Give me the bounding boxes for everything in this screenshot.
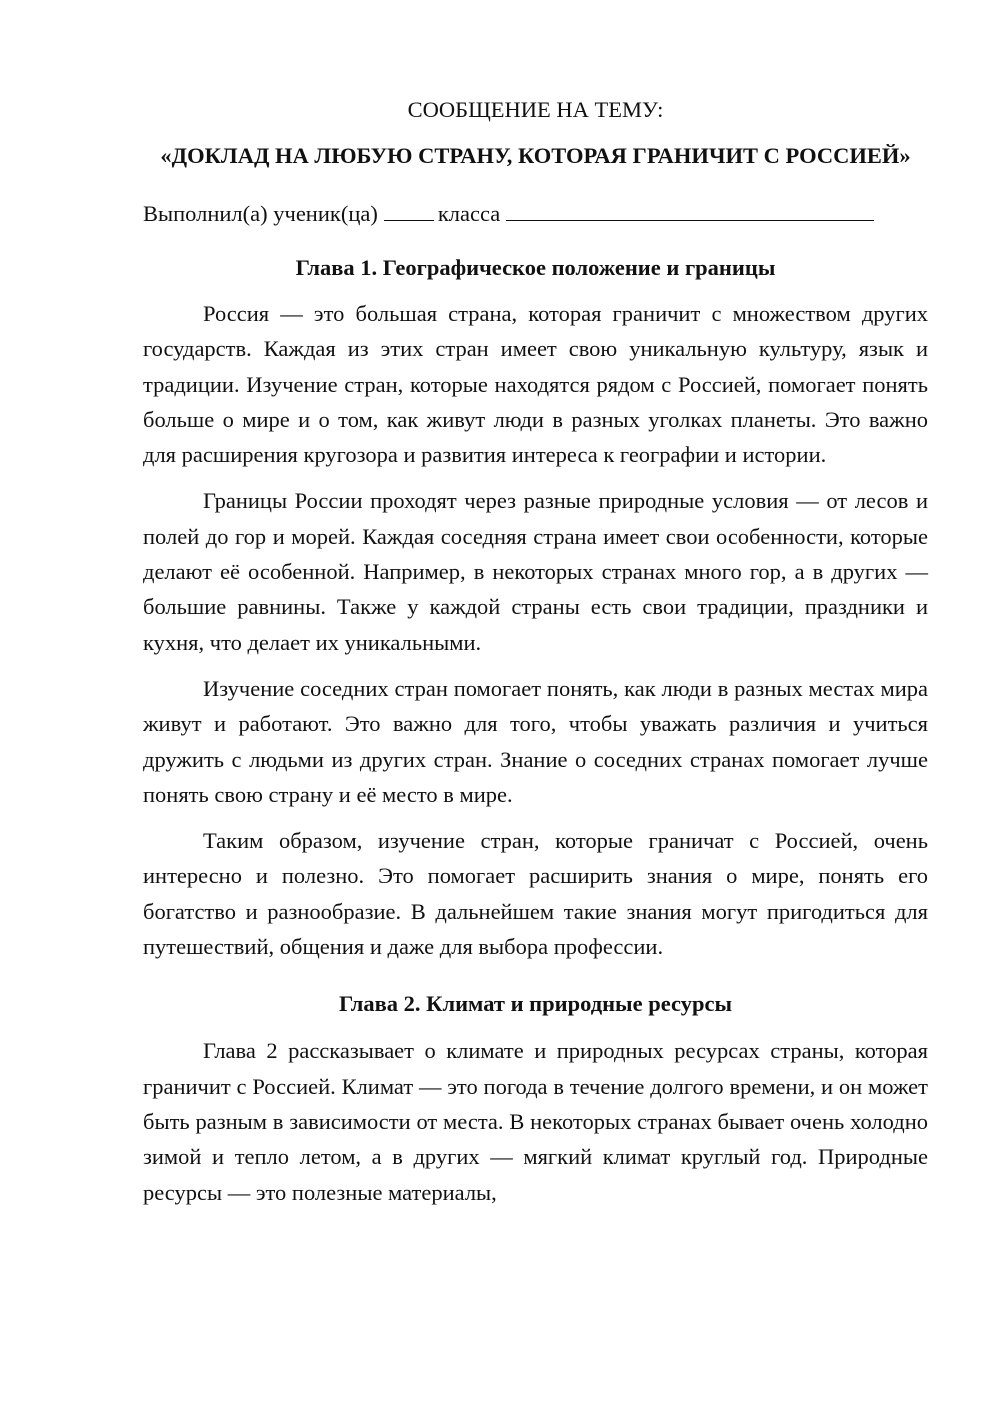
chapter-2-paragraph-1: Глава 2 рассказывает о климате и природных ресурсах страны, которая граничит с Россией. Климат — это погода в течение долгого времени, и он может быть разным в зависимости от места. В некоторых странах бывает очень холодно зимой и тепло летом, а в других — мягкий климат круглый год. Природные ресурсы — это полезные материалы, [143, 1038, 928, 1205]
name-blank-field [506, 200, 874, 221]
author-prefix: Выполнил(а) ученик(ца) [143, 201, 378, 226]
chapter-1-heading: Глава 1. Географическое положение и границы [295, 255, 776, 280]
chapter-1-paragraph-4: Таким образом, изучение стран, которые граничат с Россией, очень интересно и полезно. Это помогает расширить знания о мире, понять его богатство и разнообразие. В дальнейшем такие знания могут пригодиться для путешествий, общения и даже для выбора профессии. [143, 828, 928, 960]
chapter-1-paragraph-2: Границы России проходят через разные природные условия — от лесов и полей до гор и морей. Каждая соседняя страна имеет свои особенности, которые делают её особенной. Например, в некоторых странах много гор, а в других — большие равнины. Также у каждой страны есть свои традиции, праздники и кухня, что делает их уникальными. [143, 488, 928, 655]
chapter-2-heading: Глава 2. Климат и природные ресурсы [338, 991, 733, 1017]
author-line [143, 196, 928, 231]
class-blank-field [384, 200, 434, 221]
author-middle: класса [437, 201, 501, 226]
document-page [143, 92, 928, 1221]
document-title-top: СООБЩЕНИЕ НА ТЕМУ: [407, 97, 664, 122]
chapter-1-paragraph-1: Россия — это большая страна, которая граничит с множеством других государств. Каждая из этих стран имеет свою уникальную культуру, язык и традиции. Изучение стран, которые находятся рядом с Россией, помогает понять больше о мире и о том, как живут люди в разных уголках планеты. Это важно для расширения кругозора и развития интереса к географии и истории. [143, 301, 928, 468]
chapter-1-paragraph-3: Изучение соседних стран помогает понять, как люди в разных местах мира живут и работают. Это важно для того, чтобы уважать различия и учиться дружить с людьми из других стран. Знание о соседних странах помогает лучше понять свою страну и её место в мире. [143, 675, 928, 807]
document-title-main: «ДОКЛАД НА ЛЮБУЮ СТРАНУ, КОТОРАЯ ГРАНИЧИТ С РОССИЕЙ» [160, 143, 911, 168]
